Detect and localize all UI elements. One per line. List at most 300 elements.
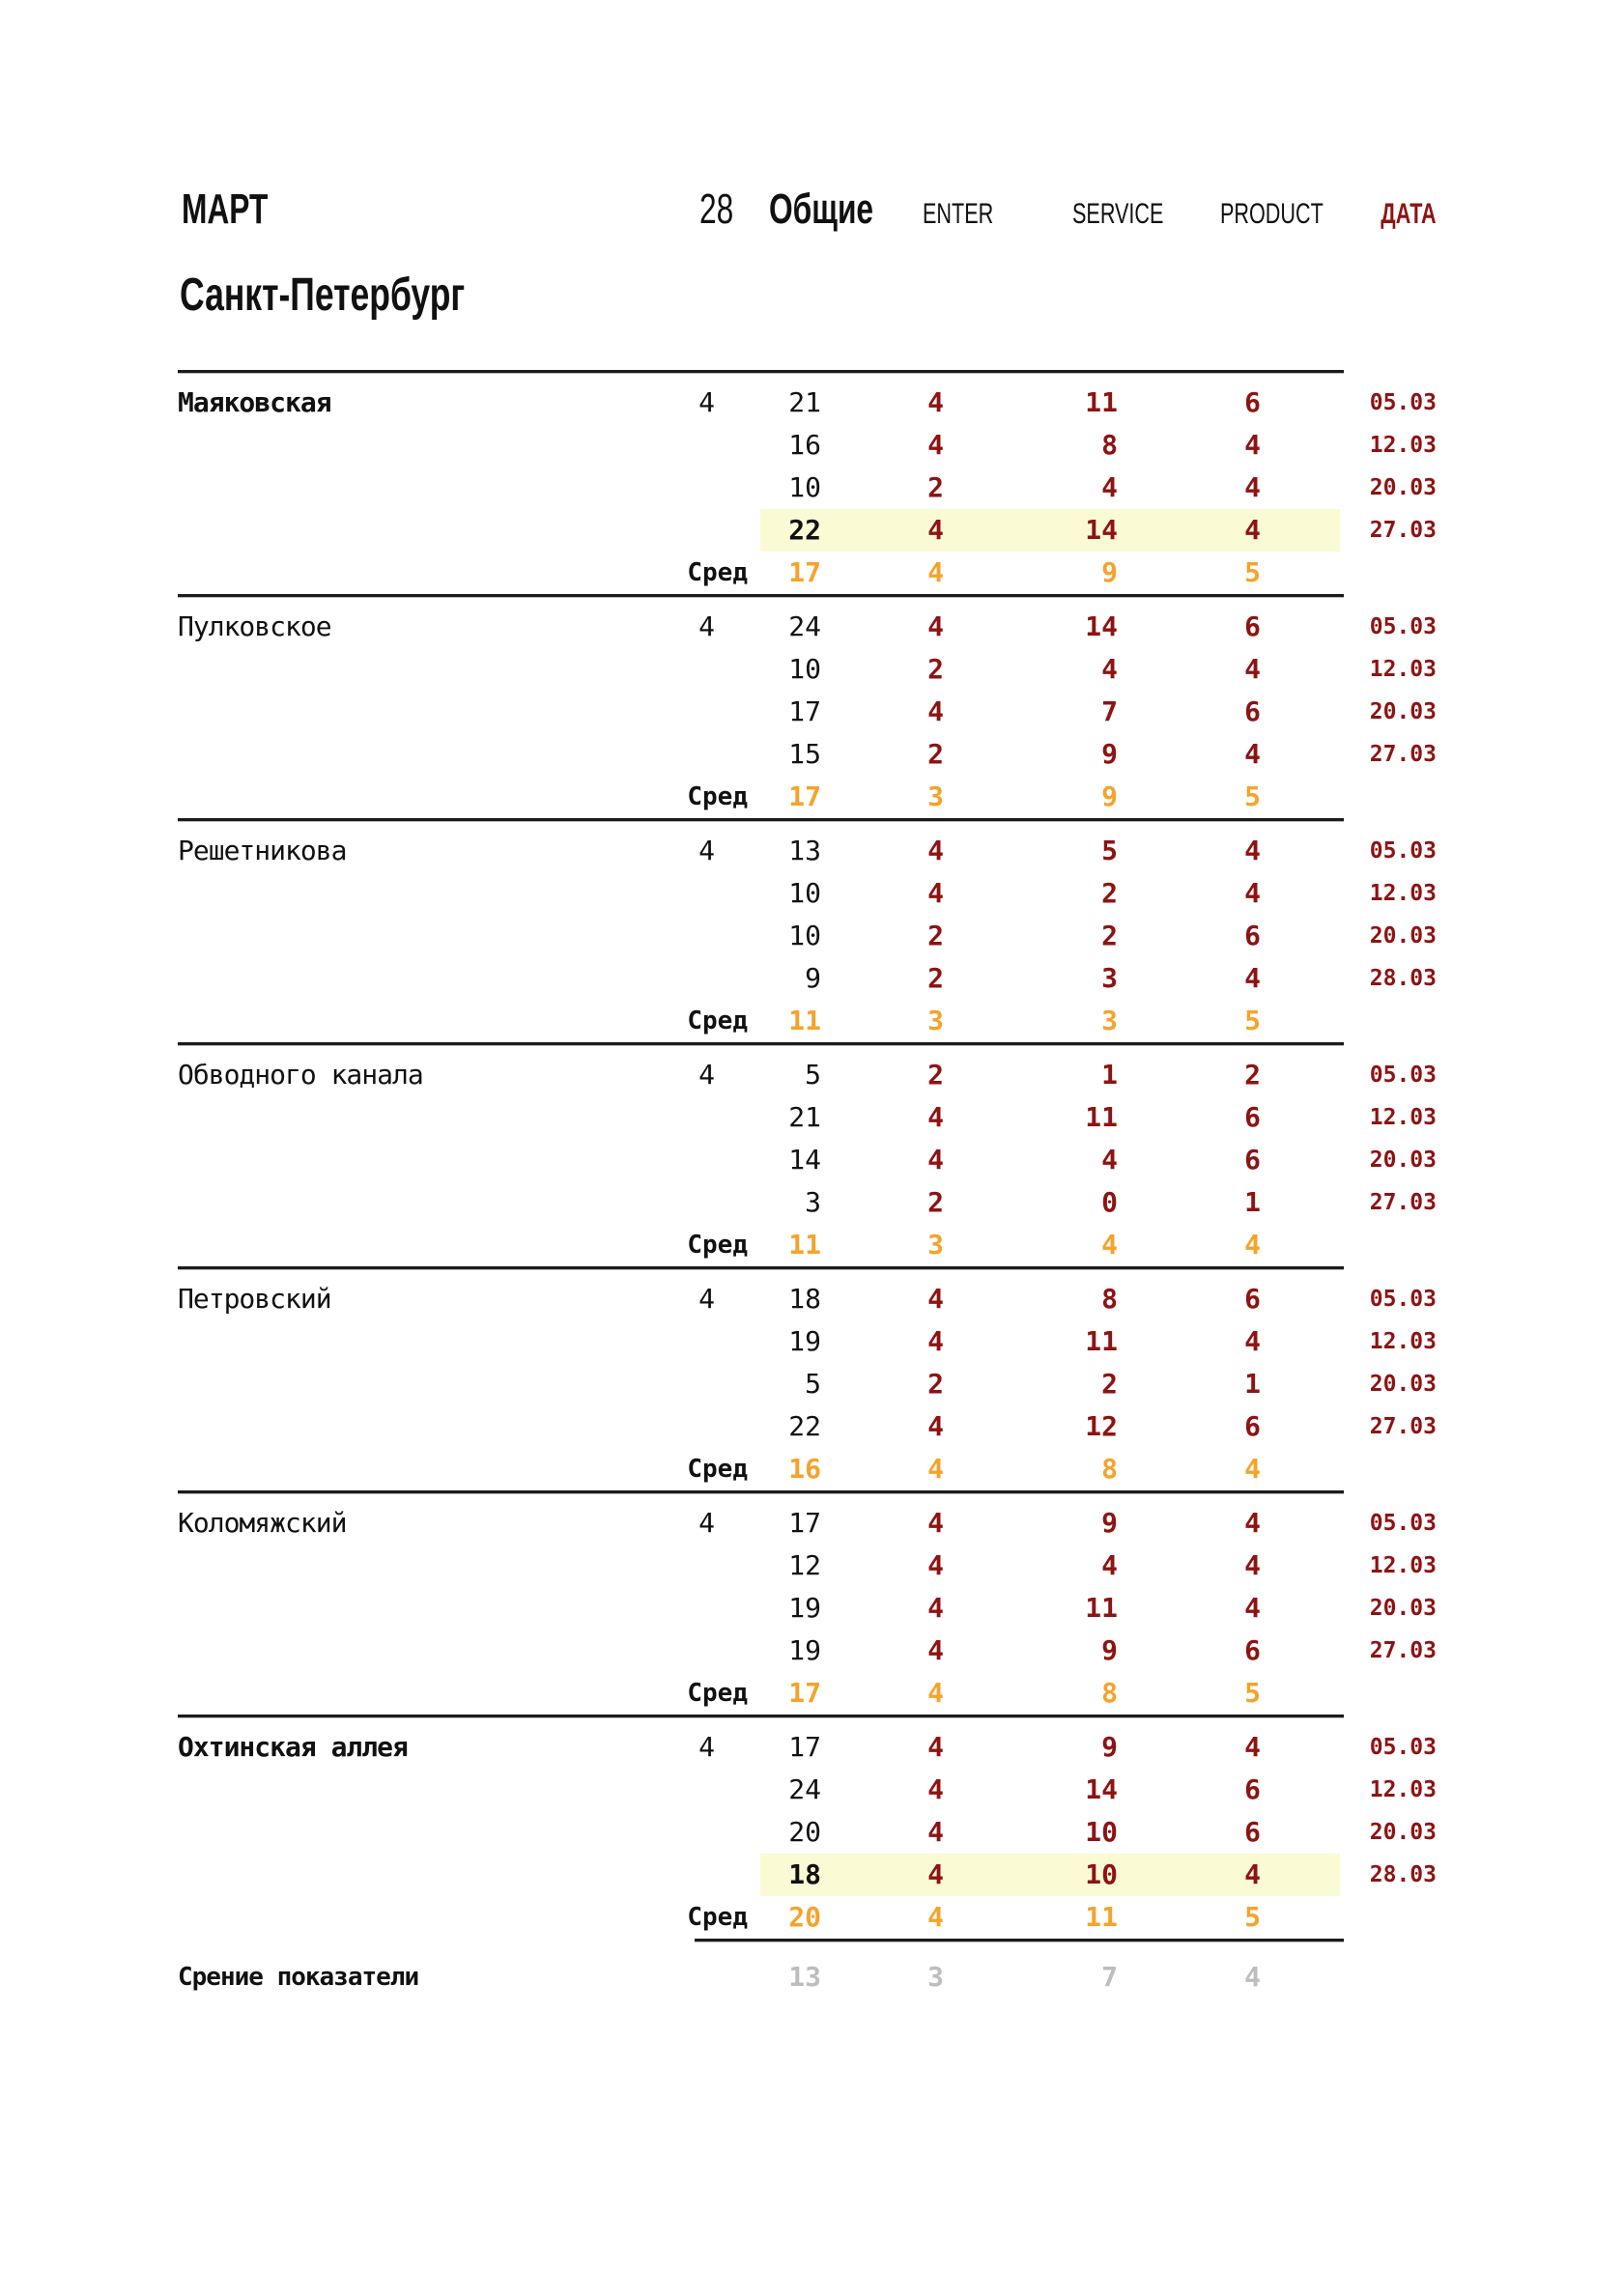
week-count — [657, 1139, 715, 1181]
column-header-total: Общие — [769, 185, 874, 233]
location-name — [178, 1181, 657, 1224]
location-name — [178, 1139, 657, 1181]
total-value: 5 — [805, 1368, 821, 1400]
location-name: Решетникова — [178, 835, 347, 866]
page-header — [0, 185, 1623, 234]
average-enter: 3 — [927, 1005, 944, 1036]
date-value: 12.03 — [1369, 1105, 1437, 1130]
week-count — [657, 957, 715, 1000]
date-value: 05.03 — [1369, 838, 1437, 864]
footer-divider — [695, 1939, 1344, 1942]
week-count — [657, 872, 715, 915]
section — [178, 1266, 1437, 1490]
date-value: 27.03 — [1369, 1414, 1437, 1439]
section-divider — [178, 1490, 1344, 1494]
table-row — [178, 872, 1437, 915]
date-value: 28.03 — [1369, 1862, 1437, 1887]
enter-value: 2 — [927, 1368, 944, 1400]
service-value: 7 — [1101, 695, 1118, 727]
date-value: 05.03 — [1369, 614, 1437, 639]
table-row — [178, 382, 1437, 424]
date-value: 12.03 — [1369, 881, 1437, 906]
service-value: 2 — [1101, 1368, 1118, 1400]
location-name — [178, 1545, 657, 1587]
service-value: 11 — [1085, 386, 1118, 418]
total-value: 14 — [788, 1144, 821, 1176]
average-label: Сред — [687, 1903, 748, 1932]
product-value: 6 — [1244, 610, 1261, 642]
enter-value: 2 — [927, 653, 944, 685]
date-value: 20.03 — [1369, 1820, 1437, 1845]
data-table — [178, 370, 1437, 2002]
total-value: 17 — [788, 1507, 821, 1539]
total-value: 10 — [788, 471, 821, 503]
spacer — [1261, 382, 1344, 424]
location-name — [178, 1363, 657, 1405]
average-enter: 4 — [927, 1901, 944, 1933]
total-value: 24 — [788, 1773, 821, 1805]
footer-enter: 3 — [927, 1961, 944, 1993]
product-value: 1 — [1244, 1186, 1261, 1218]
enter-value: 4 — [927, 1410, 944, 1442]
average-total: 20 — [788, 1901, 821, 1933]
enter-value: 4 — [927, 1858, 944, 1890]
spacer — [1261, 1181, 1344, 1224]
section-divider — [178, 594, 1344, 598]
average-product: 5 — [1244, 780, 1261, 812]
week-count — [657, 1545, 715, 1587]
date-value: 05.03 — [1369, 1063, 1437, 1088]
week-count — [657, 733, 715, 776]
location-name — [178, 467, 657, 509]
enter-value: 2 — [927, 1186, 944, 1218]
product-value: 4 — [1244, 835, 1261, 866]
date-value: 20.03 — [1369, 699, 1437, 724]
week-count — [657, 1405, 715, 1448]
product-value: 4 — [1244, 1549, 1261, 1581]
table-row — [178, 509, 1437, 552]
location-name — [178, 509, 657, 552]
service-value: 14 — [1085, 610, 1118, 642]
week-count: 4 — [698, 835, 715, 866]
product-value: 4 — [1244, 1325, 1261, 1357]
average-service: 11 — [1085, 1901, 1118, 1933]
average-label: Сред — [687, 558, 748, 587]
location-name: Обводного канала — [178, 1059, 423, 1091]
service-value: 11 — [1085, 1101, 1118, 1133]
spacer — [1261, 1769, 1344, 1811]
enter-value: 4 — [927, 695, 944, 727]
location-name — [178, 733, 657, 776]
table-row — [178, 957, 1437, 1000]
spacer — [1261, 606, 1344, 648]
enter-value: 2 — [927, 1059, 944, 1091]
average-row — [178, 1672, 1437, 1715]
location-name — [178, 1405, 657, 1448]
average-enter: 3 — [927, 780, 944, 812]
service-value: 2 — [1101, 877, 1118, 909]
average-row — [178, 1224, 1437, 1266]
average-enter: 4 — [927, 556, 944, 588]
column-header-service: SERVICE — [1072, 198, 1164, 230]
location-name — [178, 1630, 657, 1672]
product-value: 4 — [1244, 1731, 1261, 1763]
table-row — [178, 1278, 1437, 1320]
total-value: 24 — [788, 610, 821, 642]
week-count — [657, 1587, 715, 1630]
week-count: 4 — [698, 1283, 715, 1315]
service-value: 14 — [1085, 1773, 1118, 1805]
product-value: 4 — [1244, 738, 1261, 770]
footer-summary — [178, 1939, 1437, 2002]
total-value: 12 — [788, 1549, 821, 1581]
footer-total: 13 — [788, 1961, 821, 1993]
date-value: 12.03 — [1369, 1553, 1437, 1578]
section-divider — [178, 1042, 1344, 1046]
section — [178, 1715, 1437, 1939]
service-value: 12 — [1085, 1410, 1118, 1442]
total-value: 10 — [788, 653, 821, 685]
footer-row — [178, 1952, 1437, 2002]
table-row — [178, 1054, 1437, 1096]
date-empty — [1344, 552, 1437, 594]
total-value: 3 — [805, 1186, 821, 1218]
average-row — [178, 776, 1437, 818]
average-label: Сред — [687, 782, 748, 811]
footer-product: 4 — [1244, 1961, 1261, 1993]
spacer — [1261, 1896, 1344, 1939]
product-value: 4 — [1244, 471, 1261, 503]
total-value: 9 — [805, 962, 821, 994]
spacer — [1261, 1405, 1344, 1448]
spacer — [1261, 467, 1344, 509]
date-value: 20.03 — [1369, 1148, 1437, 1173]
spacer — [1261, 1630, 1344, 1672]
enter-value: 4 — [927, 514, 944, 546]
week-count — [657, 691, 715, 733]
product-value: 6 — [1244, 386, 1261, 418]
date-value: 20.03 — [1369, 923, 1437, 949]
table-row — [178, 648, 1437, 691]
spacer — [1261, 1672, 1344, 1715]
location-name: Охтинская аллея — [178, 1731, 408, 1763]
total-value: 15 — [788, 738, 821, 770]
table-row — [178, 915, 1437, 957]
table-row — [178, 1545, 1437, 1587]
product-value: 4 — [1244, 514, 1261, 546]
date-value: 12.03 — [1369, 657, 1437, 682]
service-value: 8 — [1101, 429, 1118, 461]
footer-label: Срение показатели — [178, 1963, 419, 1992]
enter-value: 4 — [927, 1144, 944, 1176]
column-header-product: PRODUCT — [1220, 198, 1324, 230]
average-service: 4 — [1101, 1229, 1118, 1261]
week-count — [657, 1181, 715, 1224]
table-row — [178, 691, 1437, 733]
total-value: 18 — [788, 1283, 821, 1315]
product-value: 4 — [1244, 877, 1261, 909]
spacer — [1261, 776, 1344, 818]
service-value: 9 — [1101, 1507, 1118, 1539]
section — [178, 818, 1437, 1042]
week-count: 4 — [698, 1059, 715, 1091]
location-name — [178, 957, 657, 1000]
enter-value: 4 — [927, 1101, 944, 1133]
header-month-label: МАРТ — [182, 185, 269, 233]
product-value: 6 — [1244, 1634, 1261, 1666]
total-value: 10 — [788, 877, 821, 909]
average-label: Сред — [687, 1006, 748, 1035]
average-label: Сред — [687, 1231, 748, 1260]
average-total: 16 — [788, 1453, 821, 1485]
product-value: 4 — [1244, 1592, 1261, 1624]
date-value: 05.03 — [1369, 1511, 1437, 1536]
spacer — [1261, 1054, 1344, 1096]
average-service: 8 — [1101, 1453, 1118, 1485]
section — [178, 1490, 1437, 1715]
spacer — [1261, 1139, 1344, 1181]
average-service: 3 — [1101, 1005, 1118, 1036]
table-row — [178, 1320, 1437, 1363]
location-name: Маяковская — [178, 386, 331, 418]
service-value: 8 — [1101, 1283, 1118, 1315]
spacer — [1261, 1363, 1344, 1405]
service-value: 11 — [1085, 1325, 1118, 1357]
column-header-enter: ENTER — [923, 198, 994, 230]
header-day-number: 28 — [699, 185, 734, 233]
table-row — [178, 1181, 1437, 1224]
enter-value: 4 — [927, 1773, 944, 1805]
service-value: 0 — [1101, 1186, 1118, 1218]
date-value: 12.03 — [1369, 1329, 1437, 1354]
spacer — [1261, 552, 1344, 594]
spacer — [1261, 509, 1344, 552]
date-value: 05.03 — [1369, 1735, 1437, 1760]
section-divider — [178, 1715, 1344, 1718]
enter-value: 4 — [927, 1592, 944, 1624]
enter-value: 4 — [927, 1634, 944, 1666]
date-value: 27.03 — [1369, 518, 1437, 543]
week-count: 4 — [698, 386, 715, 418]
spacer — [1261, 1502, 1344, 1545]
service-value: 4 — [1101, 1144, 1118, 1176]
average-enter: 3 — [927, 1229, 944, 1261]
total-value: 5 — [805, 1059, 821, 1091]
product-value: 4 — [1244, 962, 1261, 994]
enter-value: 4 — [927, 1283, 944, 1315]
product-value: 6 — [1244, 1816, 1261, 1848]
total-value: 18 — [788, 1858, 821, 1890]
table-row — [178, 1630, 1437, 1672]
enter-value: 2 — [927, 738, 944, 770]
spacer — [1261, 1448, 1344, 1490]
average-product: 4 — [1244, 1453, 1261, 1485]
average-service: 8 — [1101, 1677, 1118, 1709]
service-value: 9 — [1101, 738, 1118, 770]
spacer — [657, 1952, 715, 2002]
location-name: Пулковское — [178, 610, 331, 642]
section — [178, 1042, 1437, 1266]
enter-value: 2 — [927, 471, 944, 503]
product-value: 4 — [1244, 429, 1261, 461]
date-value: 27.03 — [1369, 742, 1437, 767]
location-name — [178, 1587, 657, 1630]
spacer — [1261, 648, 1344, 691]
section-divider — [178, 1266, 1344, 1270]
table-row — [178, 1769, 1437, 1811]
average-enter: 4 — [927, 1453, 944, 1485]
date-value: 05.03 — [1369, 1287, 1437, 1312]
date-value: 12.03 — [1369, 433, 1437, 458]
spacer — [1261, 1811, 1344, 1854]
total-value: 21 — [788, 386, 821, 418]
spacer — [1261, 733, 1344, 776]
date-value: 28.03 — [1369, 966, 1437, 991]
average-service: 9 — [1101, 556, 1118, 588]
week-count — [657, 1854, 715, 1896]
product-value: 4 — [1244, 1858, 1261, 1890]
date-value: 12.03 — [1369, 1777, 1437, 1802]
week-count — [657, 1096, 715, 1139]
date-empty — [1344, 1224, 1437, 1266]
week-count — [657, 915, 715, 957]
enter-value: 4 — [927, 1507, 944, 1539]
product-value: 4 — [1244, 653, 1261, 685]
average-total: 17 — [788, 780, 821, 812]
enter-value: 2 — [927, 920, 944, 951]
section — [178, 370, 1437, 594]
product-value: 6 — [1244, 1101, 1261, 1133]
date-value: 20.03 — [1369, 1372, 1437, 1397]
date-empty — [1344, 1448, 1437, 1490]
date-value: 20.03 — [1369, 475, 1437, 500]
service-value: 11 — [1085, 1592, 1118, 1624]
spacer — [1261, 1545, 1344, 1587]
service-value: 5 — [1101, 835, 1118, 866]
table-row — [178, 1139, 1437, 1181]
location-name — [178, 872, 657, 915]
date-empty — [1344, 1952, 1437, 2002]
table-row — [178, 1811, 1437, 1854]
average-label: Сред — [687, 1679, 748, 1708]
table-row — [178, 1096, 1437, 1139]
product-value: 2 — [1244, 1059, 1261, 1091]
enter-value: 4 — [927, 1549, 944, 1581]
product-value: 6 — [1244, 920, 1261, 951]
spacer — [1261, 1096, 1344, 1139]
enter-value: 4 — [927, 429, 944, 461]
table-row — [178, 1726, 1437, 1769]
average-total: 17 — [788, 1677, 821, 1709]
location-name — [178, 648, 657, 691]
service-value: 4 — [1101, 653, 1118, 685]
total-value: 22 — [788, 514, 821, 546]
spacer — [1261, 1854, 1344, 1896]
week-count — [657, 1811, 715, 1854]
average-product: 5 — [1244, 556, 1261, 588]
section-divider — [178, 370, 1344, 374]
spacer — [1261, 691, 1344, 733]
product-value: 6 — [1244, 1773, 1261, 1805]
table-row — [178, 606, 1437, 648]
table-row — [178, 1502, 1437, 1545]
average-row — [178, 1896, 1437, 1939]
week-count — [657, 1769, 715, 1811]
average-total: 11 — [788, 1229, 821, 1261]
average-row — [178, 1000, 1437, 1042]
average-product: 5 — [1244, 1901, 1261, 1933]
date-value: 05.03 — [1369, 390, 1437, 415]
date-value: 27.03 — [1369, 1638, 1437, 1663]
total-value: 19 — [788, 1325, 821, 1357]
average-row — [178, 552, 1437, 594]
product-value: 6 — [1244, 1283, 1261, 1315]
total-value: 19 — [788, 1634, 821, 1666]
location-name — [178, 1811, 657, 1854]
spacer — [1261, 1000, 1344, 1042]
location-name — [178, 915, 657, 957]
service-value: 4 — [1101, 471, 1118, 503]
table-row — [178, 467, 1437, 509]
enter-value: 4 — [927, 1325, 944, 1357]
average-service: 9 — [1101, 780, 1118, 812]
page-title: Санкт-Петербург — [180, 269, 466, 321]
location-name — [178, 1096, 657, 1139]
date-empty — [1344, 776, 1437, 818]
section-divider — [178, 818, 1344, 822]
product-value: 6 — [1244, 1144, 1261, 1176]
week-count — [657, 648, 715, 691]
table-row — [178, 733, 1437, 776]
table-row — [178, 830, 1437, 872]
average-enter: 4 — [927, 1677, 944, 1709]
service-value: 10 — [1085, 1858, 1118, 1890]
average-total: 11 — [788, 1005, 821, 1036]
enter-value: 4 — [927, 386, 944, 418]
week-count: 4 — [698, 610, 715, 642]
date-empty — [1344, 1000, 1437, 1042]
enter-value: 4 — [927, 1816, 944, 1848]
table-row — [178, 1405, 1437, 1448]
total-value: 16 — [788, 429, 821, 461]
week-count — [657, 424, 715, 467]
table-row — [178, 1587, 1437, 1630]
service-value: 4 — [1101, 1549, 1118, 1581]
average-product: 5 — [1244, 1677, 1261, 1709]
table-row — [178, 1854, 1437, 1896]
week-count — [657, 1320, 715, 1363]
product-value: 6 — [1244, 1410, 1261, 1442]
service-value: 1 — [1101, 1059, 1118, 1091]
average-label: Сред — [687, 1455, 748, 1484]
service-value: 3 — [1101, 962, 1118, 994]
product-value: 1 — [1244, 1368, 1261, 1400]
date-empty — [1344, 1672, 1437, 1715]
location-name — [178, 1769, 657, 1811]
service-value: 14 — [1085, 514, 1118, 546]
table-row — [178, 424, 1437, 467]
spacer — [1261, 424, 1344, 467]
spacer — [1261, 1952, 1344, 2002]
service-value: 9 — [1101, 1731, 1118, 1763]
location-name — [178, 1320, 657, 1363]
total-value: 13 — [788, 835, 821, 866]
footer-service: 7 — [1101, 1961, 1118, 1993]
date-empty — [1344, 1896, 1437, 1939]
spacer — [1261, 1726, 1344, 1769]
total-value: 20 — [788, 1816, 821, 1848]
total-value: 17 — [788, 695, 821, 727]
